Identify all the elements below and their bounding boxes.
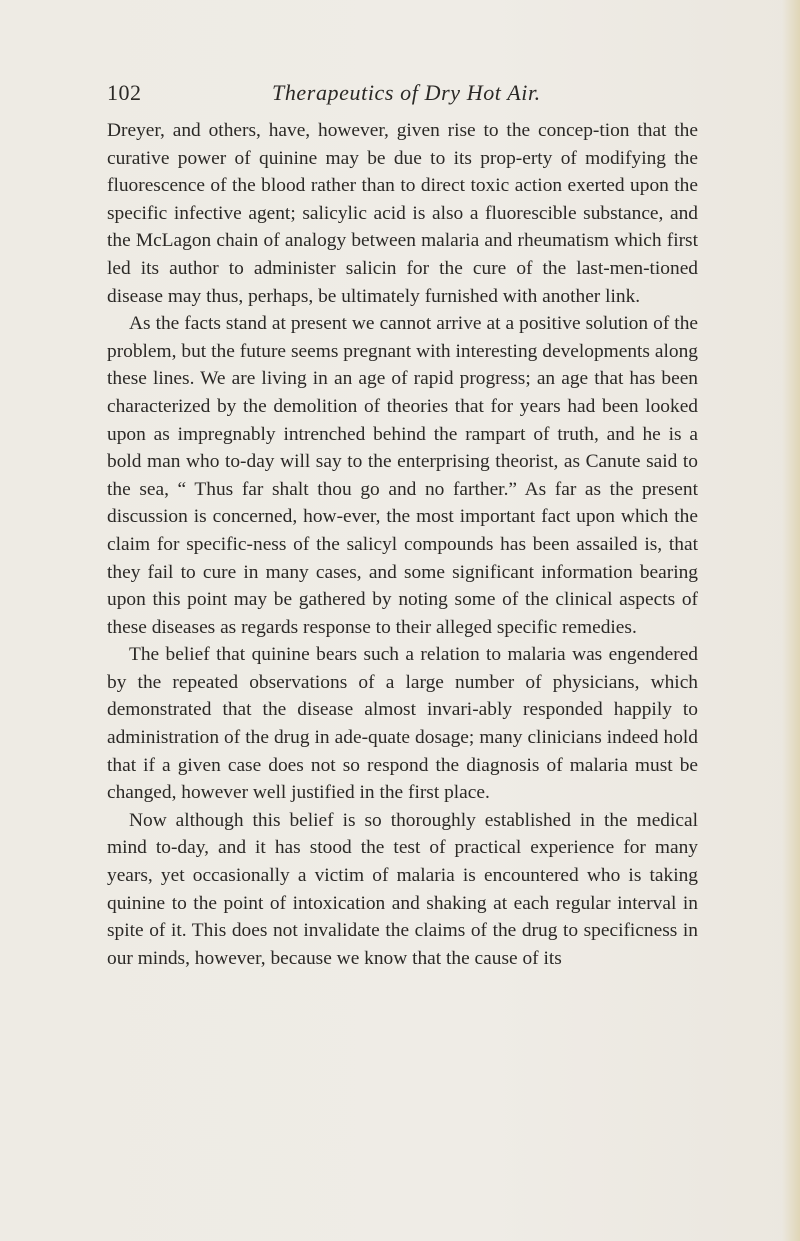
paragraph-2: As the facts stand at present we cannot arrive at a positive solution of the problem, but the future seems pregnant with interesting developments along these lines. We are living in an age of rapid progress; an age that has been characterized by the demolition of theories that for years had been looked upon as impregnably intrenched behind the rampart of truth, and he is a bold man who to-day will say to the enterprising theorist, as Canute said to the sea, “ Thus far shalt thou go and no farther.” As far as the present discussion is concerned, how-ever, the most important fact upon which the claim for specific-ness of the salicyl compounds has been assailed is, that they fail to cure in many cases, and some significant information bearing upon this point may be gathered by noting some of the clinical aspects of these diseases as regards response to their alleged specific remedies.: [107, 313, 698, 638]
page-edge-shadow: [782, 0, 800, 1241]
running-title: Therapeutics of Dry Hot Air.: [272, 80, 541, 105]
paragraph-1: Dreyer, and others, have, however, given rise to the concep-tion that the curative power of quinine may be due to its prop-erty of modifying the fluorescence of the blood rather than to direct toxic action exerted upon the specific infective agent; salicylic acid is also a fluorescible substance, and the McLagon chain of analogy between malaria and rheumatism which first led its author to administer salicin for the cure of the last-men-tioned disease may thus, perhaps, be ultimately furnished with another link.: [107, 120, 698, 307]
body-text: [107, 117, 698, 972]
page-number: 102: [107, 80, 142, 105]
page-header: [107, 80, 697, 108]
paragraph-3: The belief that quinine bears such a relation to malaria was engendered by the repeated observations of a large number of physicians, which demonstrated that the disease almost invari-ably responded happily to administration of the drug in ade-quate dosage; many clinicians indeed hold that if a given case does not so respond the diagnosis of malaria must be changed, however well justified in the first place.: [107, 644, 698, 804]
paragraph-4: Now although this belief is so thoroughly established in the medical mind to-day, and it has stood the test of practical experience for many years, yet occasionally a victim of malaria is encountered who is taking quinine to the point of intoxication and shaking at each regular interval in spite of it. This does not invalidate the claims of the drug to specificness in our minds, however, because we know that the cause of its: [107, 809, 698, 969]
